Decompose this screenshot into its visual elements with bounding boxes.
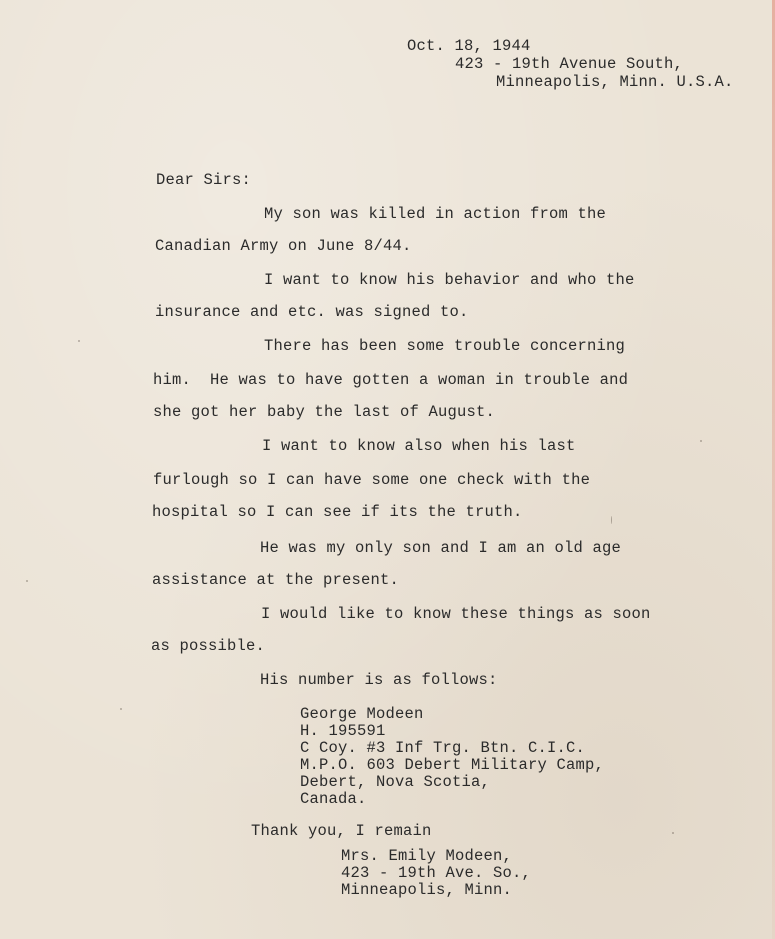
body-line: I want to know his behavior and who the (264, 271, 635, 289)
signature-line: Mrs. Emily Modeen, (341, 847, 513, 865)
body-line: as possible. (151, 637, 266, 655)
body-line: He was my only son and I am an old age (260, 539, 622, 557)
letter-date: Oct. 18, 1944 (407, 37, 531, 55)
paper-speck (700, 440, 702, 442)
body-line: I want to know also when his last (262, 437, 576, 455)
signature-line: Minneapolis, Minn. (341, 881, 513, 899)
signature-line: 423 - 19th Ave. So., (341, 864, 532, 882)
soldier-info-line: C Coy. #3 Inf Trg. Btn. C.I.C. (300, 739, 586, 757)
body-line: she got her baby the last of August. (153, 403, 496, 421)
paper-speck (26, 580, 28, 582)
body-line: His number is as follows: (260, 671, 498, 689)
body-line: assistance at the present. (152, 571, 400, 589)
sender-address-line-2: Minneapolis, Minn. U.S.A. (496, 73, 734, 91)
soldier-info-line: H. 195591 (300, 722, 386, 740)
body-line: insurance and etc. was signed to. (155, 303, 469, 321)
paper-speck (78, 340, 80, 342)
body-line: I would like to know these things as soon (261, 605, 651, 623)
salutation: Dear Sirs: (156, 171, 252, 189)
soldier-info-line: M.P.O. 603 Debert Military Camp, (300, 756, 605, 774)
soldier-info-line: George Modeen (300, 705, 424, 723)
sender-address-line-1: 423 - 19th Avenue South, (455, 55, 684, 73)
paper-speck (120, 708, 122, 710)
body-line: furlough so I can have some one check with the (153, 471, 591, 489)
soldier-info-line: Debert, Nova Scotia, (300, 773, 491, 791)
body-line: There has been some trouble concerning (264, 337, 626, 355)
soldier-info-line: Canada. (300, 790, 367, 808)
body-line: Canadian Army on June 8/44. (155, 237, 412, 255)
closing: Thank you, I remain (251, 822, 432, 840)
paper-speck (672, 832, 674, 834)
paper-speck (611, 516, 612, 524)
body-line: him. He was to have gotten a woman in trouble and (153, 371, 629, 389)
body-line: My son was killed in action from the (264, 205, 607, 223)
body-line: hospital so I can see if its the truth. (152, 503, 523, 521)
